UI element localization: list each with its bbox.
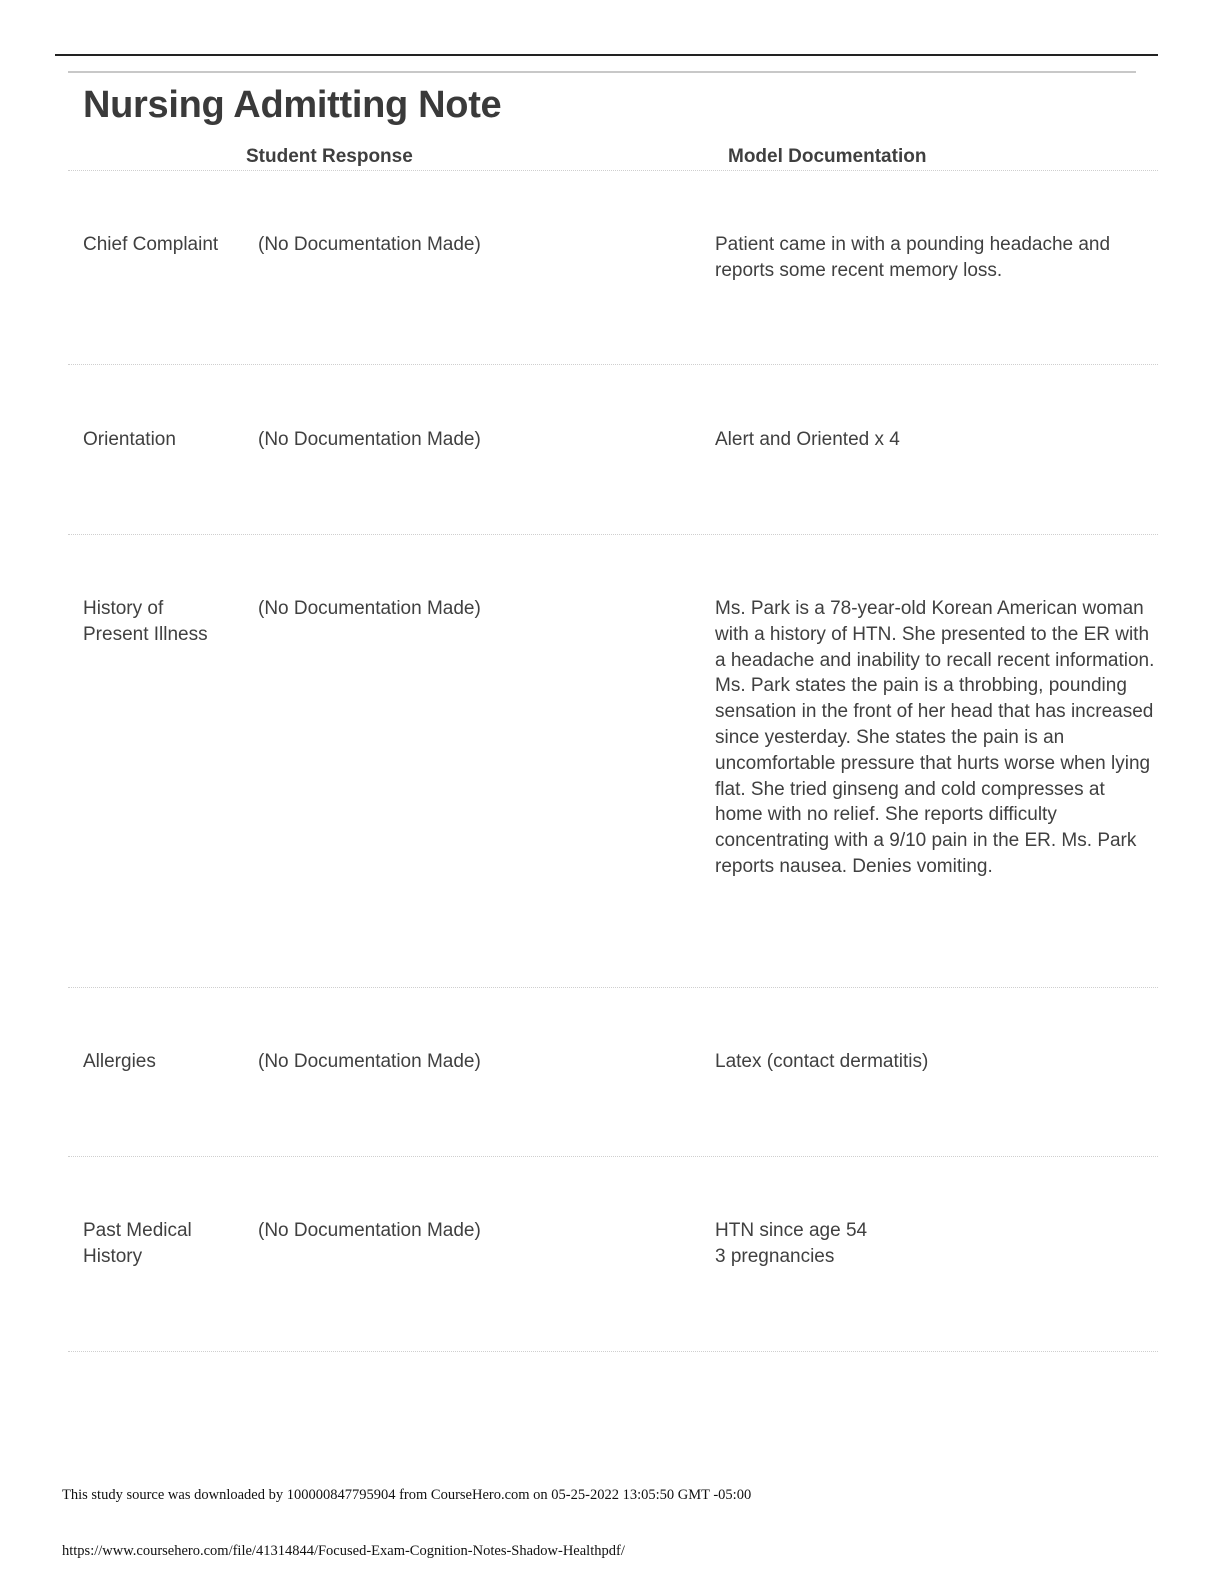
model-documentation-orientation: Alert and Oriented x 4 (715, 429, 900, 450)
row-separator (68, 1351, 1158, 1352)
row-separator (68, 987, 1158, 988)
model-documentation-chief-complaint: Patient came in with a pounding headache and reports some recent memory loss. (715, 234, 1111, 281)
row-separator (68, 364, 1158, 365)
student-response-chief-complaint: (No Documentation Made) (258, 234, 481, 255)
source-url[interactable]: https://www.coursehero.com/file/41314844/Focused-Exam-Cognition-Notes-Shadow-Healthpdf/ (62, 1543, 625, 1559)
student-response-orientation: (No Documentation Made) (258, 429, 481, 450)
row-label-chief-complaint: Chief Complaint (83, 234, 219, 255)
row-label-orientation: Orientation (83, 429, 176, 450)
student-response-allergies: (No Documentation Made) (258, 1051, 481, 1072)
student-response-past-medical-history: (No Documentation Made) (258, 1220, 481, 1241)
row-label-allergies: Allergies (83, 1051, 156, 1072)
source-footer: This study source was downloaded by 100000847795904 from CourseHero.com on 05-25-2022 13:05:50 GMT -05:00 (62, 1487, 752, 1503)
model-documentation-allergies: Latex (contact dermatitis) (715, 1051, 929, 1072)
page-title: Nursing Admitting Note (83, 84, 502, 126)
column-header-model: Model Documentation (728, 146, 927, 167)
row-separator (68, 534, 1158, 535)
column-header-student: Student Response (246, 146, 413, 167)
student-response-history-of-present-illness: (No Documentation Made) (258, 598, 481, 619)
header-separator (68, 170, 1158, 171)
row-label-history-of-present-illness: History of Present Illness (83, 598, 208, 645)
top-rule (55, 54, 1158, 56)
row-label-past-medical-history: Past Medical History (83, 1220, 192, 1267)
model-documentation-history-of-present-illness: Ms. Park is a 78-year-old Korean American woman with a history of HTN. She presented to the ER with a headache and inability to recall recent information. Ms. Park states the pain is a throbbing, pounding sensation in the front of her head that has increased since yesterday. She states the pain is an uncomfortable pressure that hurts worse when lying flat. She tried ginseng and cold compresses at home with no relief. She reports difficulty concentrating with a 9/10 pain in the ER. Ms. Park reports nausea. Denies vomiting. (715, 598, 1155, 877)
sub-rule (68, 71, 1136, 73)
model-documentation-past-medical-history: HTN since age 54 3 pregnancies (715, 1220, 868, 1267)
row-separator (68, 1156, 1158, 1157)
